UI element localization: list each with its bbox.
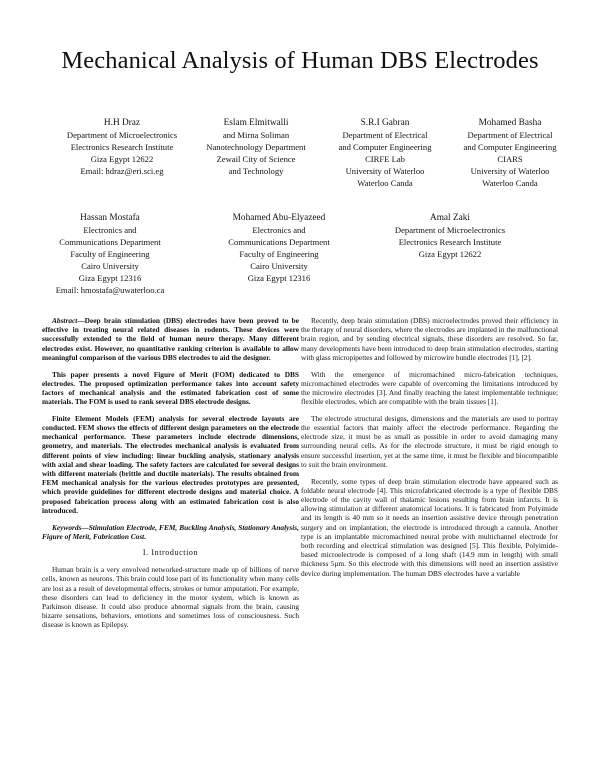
abstract-label: Abstract bbox=[52, 316, 78, 325]
author-name: Eslam Elmitwalli bbox=[223, 118, 289, 128]
author-name: Mohamed Basha bbox=[478, 118, 542, 128]
author-block bbox=[196, 117, 316, 177]
author-name: Mohamed Abu-Elyazeed bbox=[232, 213, 326, 223]
affiliation-line: CIRFE Lab bbox=[365, 154, 405, 164]
right-column bbox=[301, 316, 558, 585]
affiliation-line: Communications Department bbox=[59, 237, 161, 247]
affiliation-line: and Computer Engineering bbox=[463, 142, 557, 152]
affiliation-line: Giza Egypt 12316 bbox=[78, 273, 142, 283]
affiliation-line: Zewail City of Science bbox=[216, 154, 296, 164]
abstract-paragraph: Finite Element Models (FEM) analysis for several electrode layouts are conducted. FEM shows the effects of different design parameters on the electrode mechanical performance. These parameters include electrode dimensions, geometry, and materials. The electrodes mechanical analysis is evaluated from different points of view including: linear buckling analysis, stationary analysis with axial and shear loading. The safety factors are calculated for several designs with different materials (brittle and ductile materials). The results obtained from FEM mechanical analysis for the various electrodes prototypes are presented, which provide guidelines for different electrode designs and material choice. A proposed fabrication process along with an estimated fabrication cost is also introduced. bbox=[42, 413, 299, 515]
affiliation-line: Faculty of Engineering bbox=[239, 249, 319, 259]
affiliation-line: Giza Egypt 12316 bbox=[247, 273, 311, 283]
paper-title: Mechanical Analysis of Human DBS Electrodes bbox=[61, 47, 539, 74]
author-name: H.H Draz bbox=[103, 118, 141, 128]
author-name: Hassan Mostafa bbox=[80, 213, 140, 223]
abstract-paragraph: This paper presents a novel Figure of Merit (FOM) dedicated to DBS electrodes. The proposed optimization performance takes into account safety factors of mechanical analysis and the estimated fabrication cost of some materials. The FOM is used to rank several DBS electrode designs. bbox=[42, 369, 299, 407]
affiliation-line: Nanotechnology Department bbox=[206, 142, 306, 152]
keywords-paragraph: Keywords—Stimulation Electrode, FEM, Buckling Analysis, Stationary Analysis, Figure of Merit, Fabrication Cost. bbox=[42, 522, 299, 541]
affiliation-line: Electronics and bbox=[83, 225, 137, 235]
affiliation-line: Electronics Research Institute bbox=[70, 142, 174, 152]
affiliation-line: Department of Electrical bbox=[342, 130, 428, 140]
author-block bbox=[40, 212, 180, 296]
affiliation-line: Waterloo Canda bbox=[357, 178, 413, 188]
affiliation-line: Communications Department bbox=[228, 237, 330, 247]
keywords-text: Stimulation Electrode, FEM, Buckling Analysis, Stationary Analysis, Figure of Merit, Fabrication Cost. bbox=[42, 522, 299, 541]
affiliation-line: Waterloo Canda bbox=[482, 178, 538, 188]
author-name: S.R.I Gabran bbox=[360, 118, 410, 128]
author-block bbox=[209, 212, 349, 284]
author-block bbox=[62, 117, 182, 177]
affiliation-line: Electronics Research Institute bbox=[398, 237, 502, 247]
affiliation-line: Department of Electrical bbox=[467, 130, 553, 140]
affiliation-line: Giza Egypt 12622 bbox=[90, 154, 154, 164]
affiliation-line: University of Waterloo bbox=[345, 166, 425, 176]
author-name: Amal Zaki bbox=[429, 213, 471, 223]
affiliation-line: Electronics and bbox=[252, 225, 306, 235]
affiliation-line: and Technology bbox=[228, 166, 284, 176]
affiliation-line: Cairo University bbox=[81, 261, 139, 271]
affiliation-line: Faculty of Engineering bbox=[70, 249, 150, 259]
author-block bbox=[380, 212, 520, 260]
left-column bbox=[42, 316, 299, 637]
email: Email: hdraz@eri.sci.eg bbox=[80, 166, 164, 176]
affiliation-line: Department of Microelectronics bbox=[394, 225, 506, 235]
email: Email: hmostafa@uwaterloo.ca bbox=[55, 285, 165, 295]
keywords-label: Keywords bbox=[52, 522, 82, 532]
affiliation-line: Department of Microelectronics bbox=[66, 130, 178, 140]
abstract-text: Deep brain stimulation (DBS) electrodes have been proved to be effective in treating neural related diseases in rodents. These devices were successfully extended to the field of human neuro therapy. Many different electrodes exist. However, no quantitative ranking criterion is available to allow meaningful comparison of the various DBS electrodes to aid the designer. bbox=[42, 316, 299, 362]
affiliation-line: Cairo University bbox=[250, 261, 308, 271]
body-paragraph: Human brain is a very envolved networked-structure made up of billions of nerve cells, known as neurons. This brain could lose part of its functionality when many cells are lost as a result of developmental effects, strokes or tumor amputation. For example, these disorders can lead to deficiency in the motor system, which is known as Parkinson disease. It could also produce abnormal signals from the brain, causing bizarre sensations, behaviors, emotions and sometimes loss of consciousness. Such disease is known as Epilepsy. bbox=[42, 565, 299, 630]
affiliation-line: and Computer Engineering bbox=[338, 142, 432, 152]
body-paragraph: With the emergence of micromachined micro-fabrication techniques, micromachined electrodes were capable of overcoming the limitations introduced by the microwire electrodes [3]. And finally reaching the latest implementable technique; flexible electrodes, which are compatible with the brain tissues [1]. bbox=[301, 369, 558, 407]
body-paragraph: The electrode structural designs, dimensions and the materials are used to portray the essential factors that mainly affect the electrode performance. Regarding the electrode size, it must be as small as possible in order to avoid damaging many surrounding neural cells. As for the electrode structure, it must be rigid enough to ensure successful insertion, yet at the same time, it must be flexible and biocompatible to suit the brain environment. bbox=[301, 413, 558, 469]
section-heading: I. Introduction bbox=[142, 548, 199, 558]
body-paragraph: Recently, deep brain stimulation (DBS) microelectrodes proved their efficiency in the therapy of neural disorders, where the electrodes are implanted in the malfunctional brain region, and by sending electrical signals, these disorders are resolved. So far, many developments have been introduced to deep brain stimulation electrodes, starting with glass micropipettes and followed by microwire bundle electrodes [1], [2]. bbox=[301, 316, 558, 362]
author-block bbox=[325, 117, 445, 189]
affiliation-line: and Mirna Soliman bbox=[222, 130, 290, 140]
affiliation-line: CIARS bbox=[497, 154, 523, 164]
abstract-paragraph: Abstract—Deep brain stimulation (DBS) electrodes have been proved to be effective in treating neural related diseases in rodents. These devices were successfully extended to the field of human neuro therapy. Many different electrodes exist. However, no quantitative ranking criterion is available to allow meaningful comparison of the various DBS electrodes to aid the designer. bbox=[42, 316, 299, 362]
body-paragraph: Recently, some types of deep brain stimulation electrode have appeared such as foldable neural electrode [4]. This microfabricated electrode is a type of flexible DBS electrode of the cavity wall of thalamic lesions resulting from brain infarcts. It is allowing stimulation at different anatomical locations. It is fabricated from Polyimide and its length is 40 mm so it needs an insertion assistive device through penetration surgery and on implantation, the electrode is introduced through a cannula. Another type is an implantable micromachined neural probe with multichannel electrode for both recording and electrical stimulation was designed [5]. This flexible, Polyimide-based microelectrode is composed of a long shaft (14.9 mm in length) with small thickness 5μm. So this electrode with this dimensions will need an insertion assistive device during implementation. The human DBS electrodes have a variable bbox=[301, 476, 558, 578]
affiliation-line: University of Waterloo bbox=[470, 166, 550, 176]
author-block bbox=[450, 117, 570, 189]
affiliation-line: Giza Egypt 12622 bbox=[418, 249, 482, 259]
